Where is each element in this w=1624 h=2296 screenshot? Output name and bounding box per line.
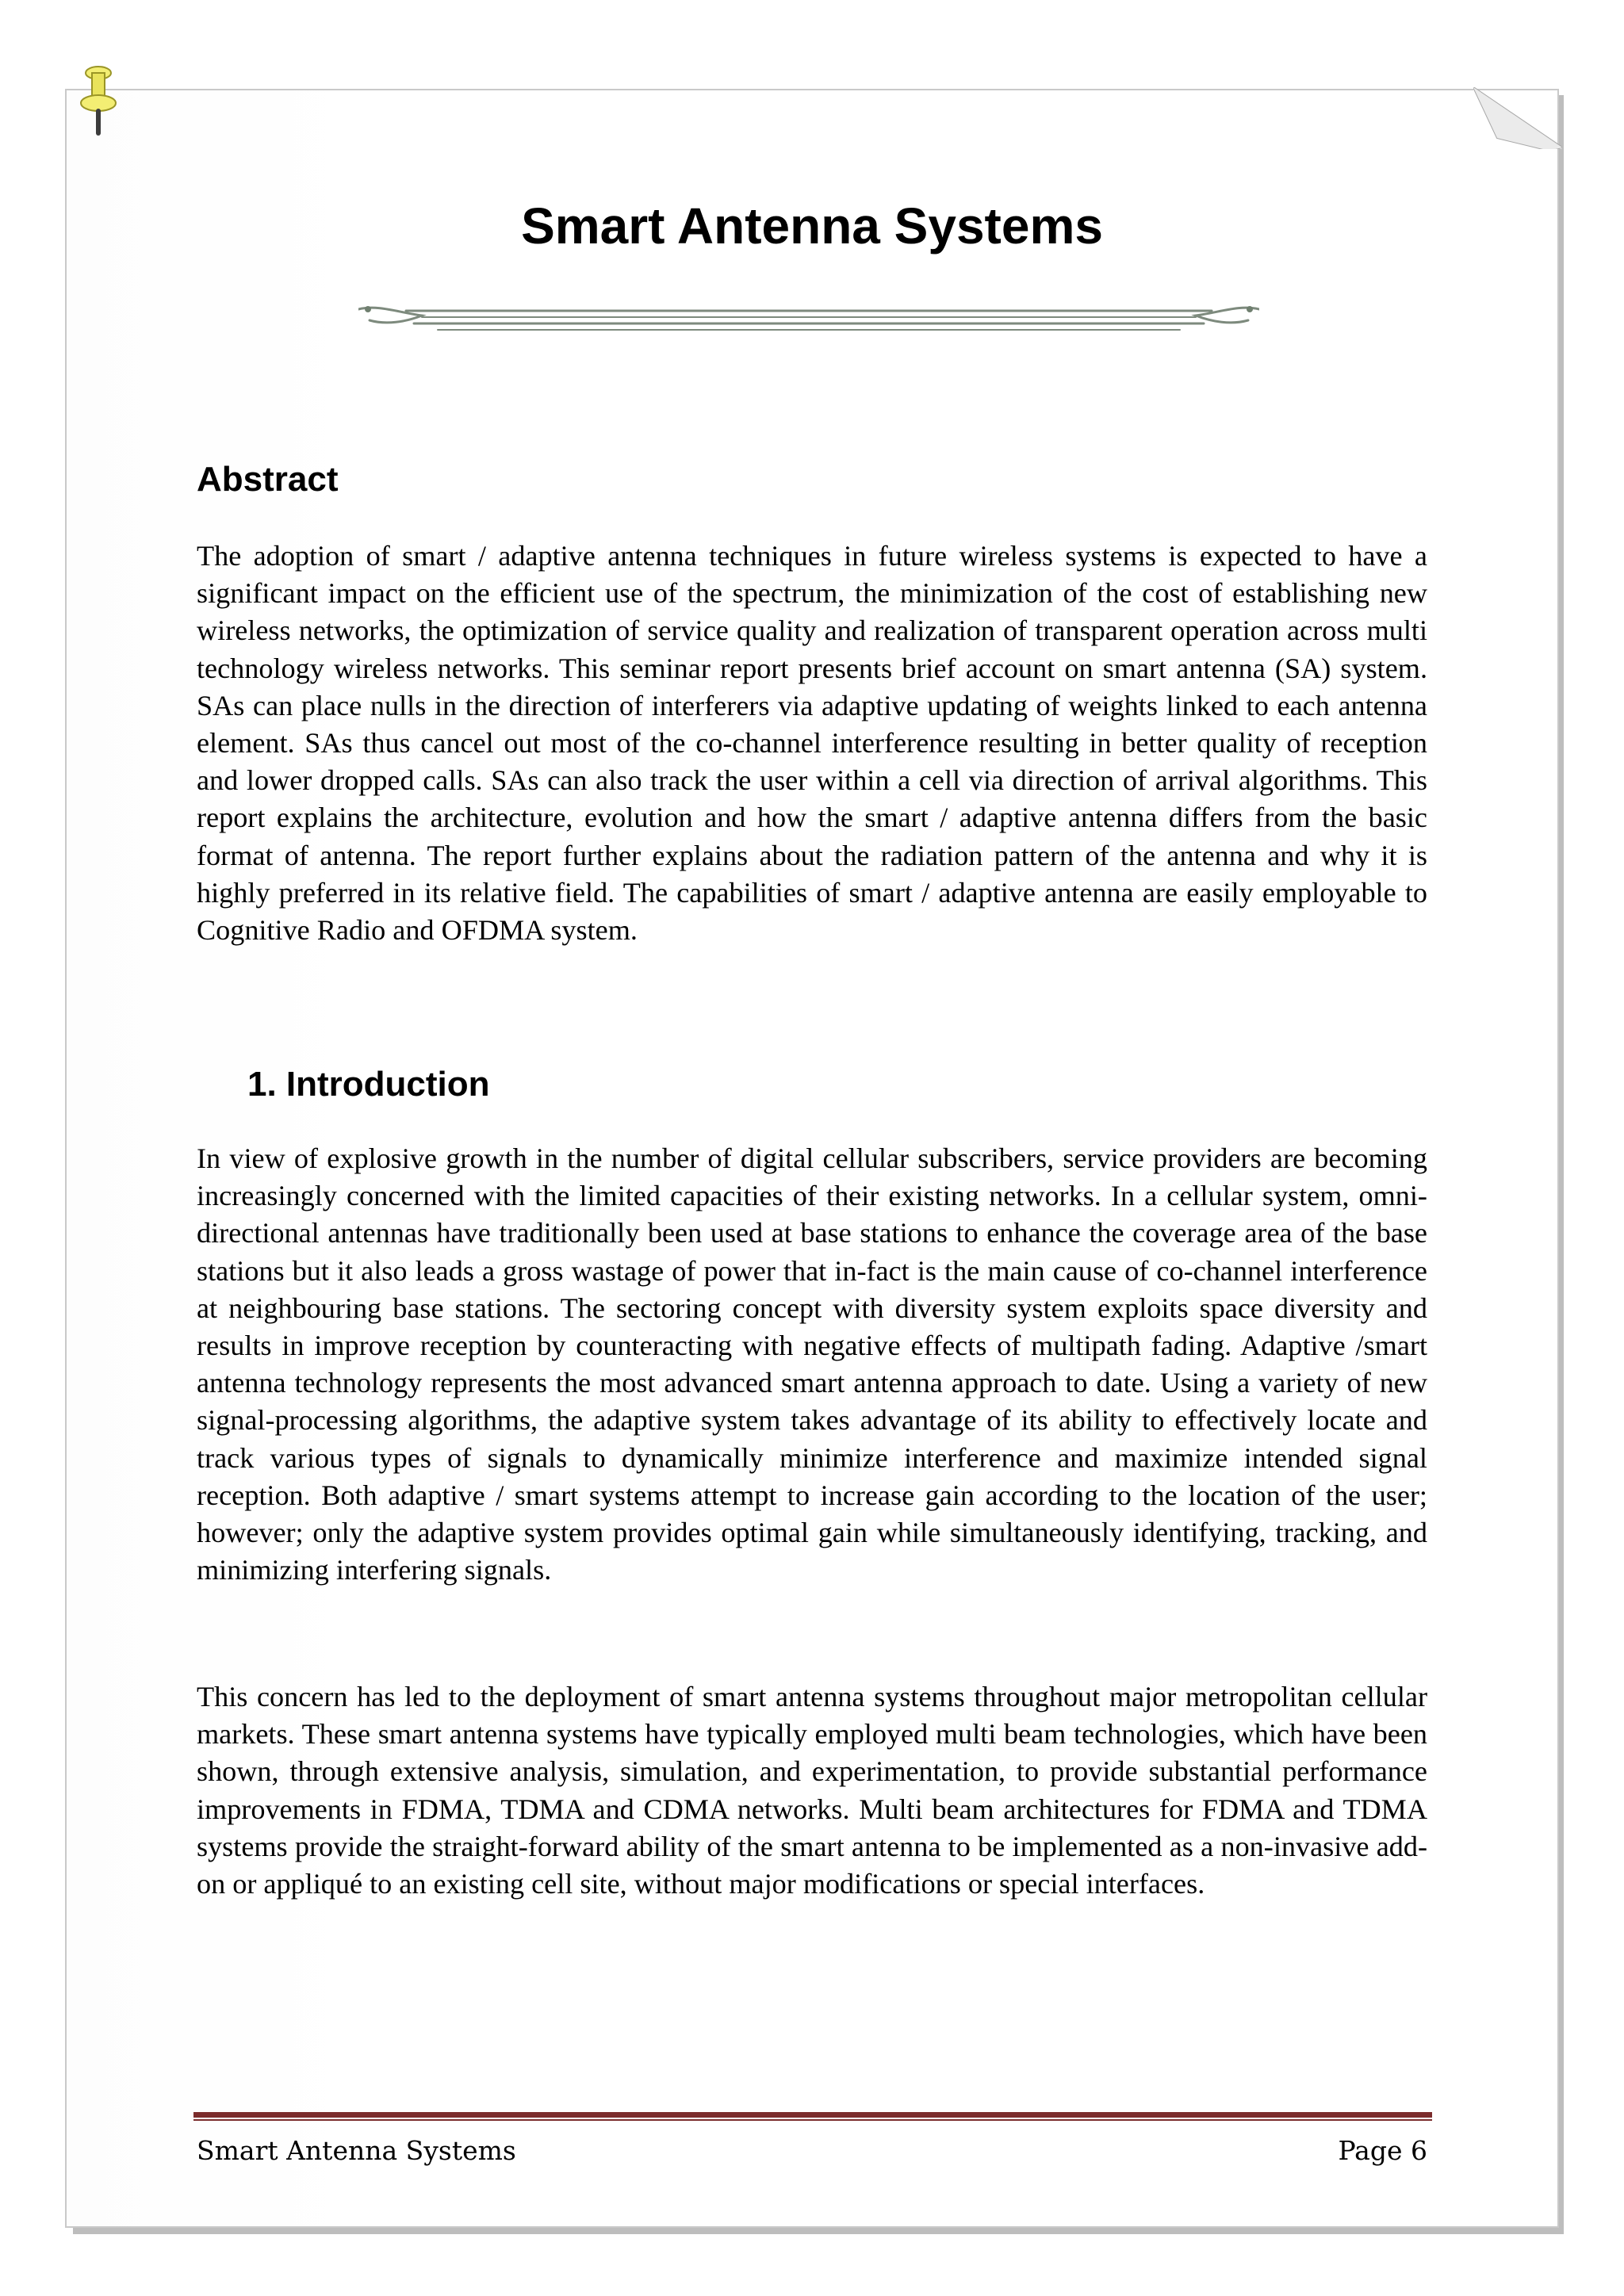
introduction-paragraph: This concern has led to the deployment of smart antenna systems throughout major metropolitan cellular markets. These smart antenna systems have typically employed multi beam technologies, which have been shown, through extensive analysis, simulation, and experimentation, to provide substantial performance improvements in FDMA, TDMA and CDMA networks. Multi beam architectures for FDMA and TDMA systems provide the straight-forward ability of the smart antenna to be implemented as a non-invasive add-on or appliqué to an existing cell site, without major modifications or special interfaces. <box>197 1681 1427 1900</box>
pushpin-icon <box>76 63 121 136</box>
title-ornament <box>358 301 1259 336</box>
page-curl-icon <box>1473 87 1562 149</box>
abstract-paragraph: The adoption of smart / adaptive antenna techniques in future wireless systems is expected to have a significant impact on the efficient use of the spectrum, the minimization of the cost of establishing new wireless networks, the optimization of service quality and realization of transparent operation across multi technology wireless networks. This seminar report presents brief account on smart antenna (SA) system. SAs can place nulls in the direction of interferers via adaptive updating of weights linked to each antenna element. SAs thus cancel out most of the co-channel interference resulting in better quality of reception and lower dropped calls. SAs can also track the user within a cell via direction of arrival algorithms. This report explains the architecture, evolution and how the smart / adaptive antenna differs from the basic format of antenna. The report further explains about the radiation pattern of the antenna and why it is highly preferred in its relative field. The capabilities of smart / adaptive antenna are easily employable to Cognitive Radio and OFDMA system. <box>197 540 1427 947</box>
footer-page-number: Page 6 <box>1338 2135 1427 2166</box>
introduction-paragraph: In view of explosive growth in the number of digital cellular subscribers, service providers are becoming increasingly concerned with the limited capacities of their existing networks. In a cellular system, omni-directional antennas have traditionally been used at base stations to enhance the coverage area of the base stations but it also leads a gross wastage of power that in-fact is the main cause of co-channel interference at neighbouring base stations. The sectoring concept with diversity system exploits space diversity and results in improve reception by counteracting with negative effects of multipath fading. Adaptive /smart antenna technology represents the most advanced smart antenna approach to date. Using a variety of new signal-processing algorithms, the adaptive system takes advantage of its ability to effectively locate and track various types of signals to dynamically minimize interference and maximize intended signal reception. Both adaptive / smart systems attempt to increase gain according to the location of the user; however; only the adaptive system provides optimal gain while simultaneously identifying, tracking, and minimizing interfering signals. <box>197 1142 1427 1586</box>
footer-document-name: Smart Antenna Systems <box>197 2135 516 2166</box>
abstract-heading: Abstract <box>197 460 339 499</box>
document-title: Smart Antenna Systems <box>521 197 1103 254</box>
footer-rule <box>193 2112 1432 2121</box>
introduction-heading: 1. Introduction <box>247 1065 490 1104</box>
